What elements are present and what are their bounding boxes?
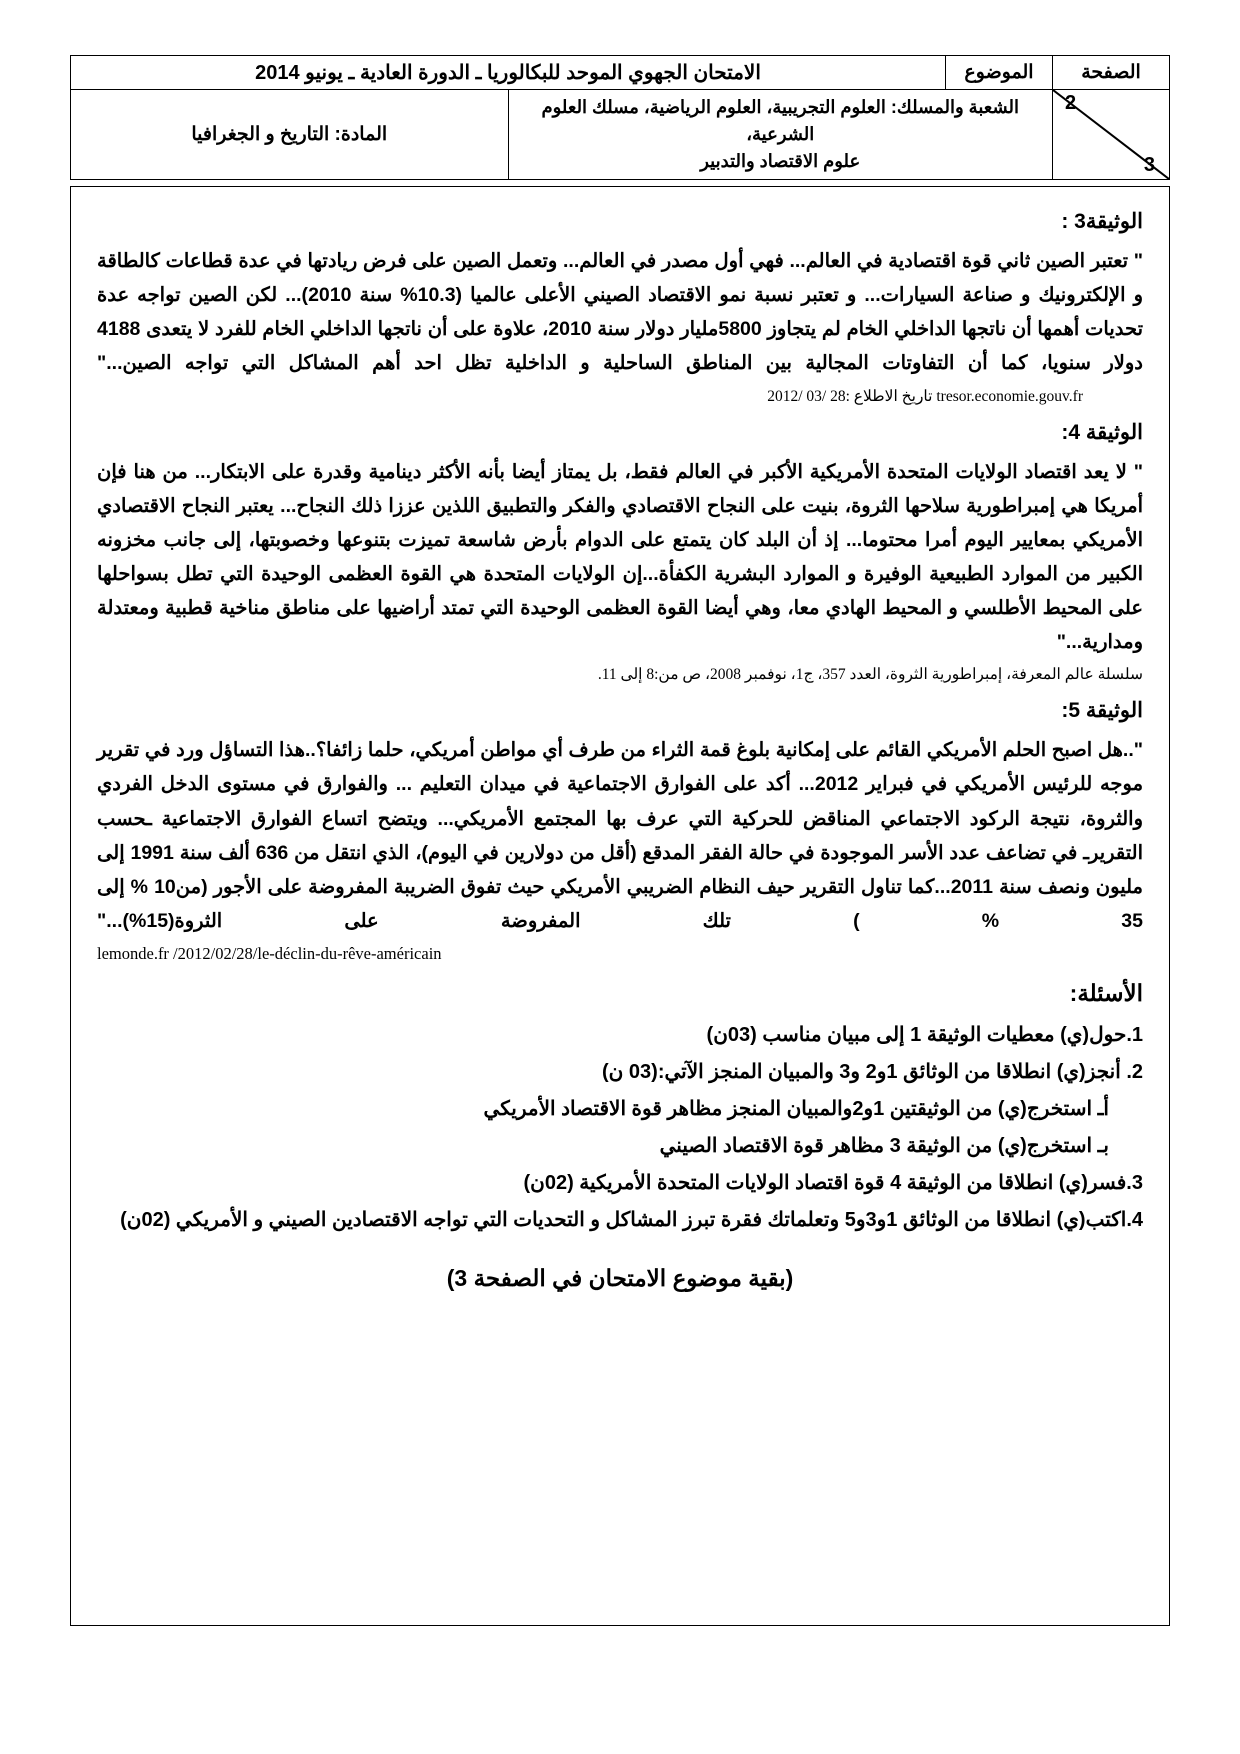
- exam-header-table: [70, 55, 1170, 180]
- document-3-source: [97, 387, 1143, 406]
- document-5-title: الوثيقة 5:: [1061, 699, 1143, 723]
- document-3-source-date: تاريخ الاطلاع :28 /03 /2012: [767, 387, 933, 405]
- document-5-text: "..هل اصبح الحلم الأمريكي القائم على إمكانية بلوغ قمة الثراء من طرف أي مواطن أمريكي، حلما زائفا؟..هذا التساؤل ورد في تقرير موجه للرئيس الأمريكي في فبراير 2012... أكد على الفوارق الاجتماعية في ميدان التعليم ... والفوارق في مستوى الدخل الفردي والثروة، نتيجة الركود الاجتماعي المناقض للحركية التي عرف بها المجتمع الأمريكي... ويتضح اتساع الفوارق الاجتماعية ـحسب التقريرـ في تضاعف عدد الأسر الموجودة في حالة الفقر المدقع (أقل من دولارين في اليوم)، الذي انتقل من 636 ألف سنة 1991 إلى مليون ونصف سنة 2011...كما تناول التقرير حيف النظام الضريبي الأمريكي حيث تفوق الضريبة المفروضة على الأجور (من10 % إلى 35 % ) تلك المفروضة على الثروة(15%)...": [97, 739, 1144, 932]
- header-page-label: الصفحة: [1053, 56, 1170, 90]
- document-block-3: [97, 209, 1143, 406]
- question-item: 4.اكتب(ي) انطلاقا من الوثائق 1و3و5 وتعلماتك فقرة تبرز المشاكل و التحديات التي تواجه الاقتصادين الصيني و الأمريكي (02ن): [120, 1209, 1143, 1231]
- page-number-top: 2: [1065, 92, 1077, 114]
- header-exam-title: [71, 56, 946, 90]
- question-item: أـ استخرج(ي) من الوثيقتين 1و2والمبيان المنجز مظاهر قوة الاقتصاد الأمريكي: [483, 1098, 1109, 1120]
- header-branch: [508, 90, 1053, 180]
- document-4-text: " لا يعد اقتصاد الولايات المتحدة الأمريكية الأكبر في العالم فقط، بل يمتاز أيضا بأنه الأكثر دينامية وقدرة على الابتكار... من هنا فإن أمريكا هي إمبراطورية سلاحها الثروة، بنيت على النجاح الاقتصادي والفكر والتطبيق اللذين عززا ذلك النجاح... يعتبر النجاح الاقتصادي الأمريكي بمعايير اليوم أمرا محتوما... إذ أن البلد كان يتمتع على الدوام بأرض شاسعة تميزت بتنوعها وخصوبتها، إلى جانب مخزونه الكبير من الموارد الطبيعية الوفيرة و الموارد البشرية الكفأة...إن الولايات المتحدة هي القوة العظمى الوحيدة التي تطل بسواحلها على المحيط الأطلسي و المحيط الهادي معا، وهي أيضا القوة العظمى الوحيدة التي تمتد أراضيها على مناطق مناخية قطبية ومعتدلة ومدارية...": [97, 460, 1143, 654]
- page-number-bottom: 3: [1143, 154, 1155, 176]
- header-subject-label: الموضوع: [946, 56, 1053, 90]
- document-3-source-ltr: tresor.economie.gouv.fr: [936, 387, 1083, 405]
- document-block-4: [97, 420, 1143, 685]
- document-3-title: الوثيقة3 :: [1061, 210, 1143, 233]
- document-5-source: lemonde.fr /2012/02/28/le-déclin-du-rêve-américain: [97, 944, 442, 963]
- questions-title: الأسئلة:: [1069, 980, 1143, 1006]
- question-item: بـ استخرج(ي) من الوثيقة 3 مظاهر قوة الاقتصاد الصيني: [659, 1135, 1109, 1157]
- continuation-note: (بقية موضوع الامتحان في الصفحة 3): [446, 1265, 794, 1291]
- question-item: 3.فسر(ي) انطلاقا من الوثيقة 4 قوة اقتصاد الولايات المتحدة الأمريكية (02ن): [523, 1172, 1143, 1194]
- document-3-text: " تعتبر الصين ثاني قوة اقتصادية في العالم... فهي أول مصدر في العالم... وتعمل الصين على فرض ريادتها في عدة قطاعات كالطاقة و الإلكترونيك و صناعة السيارات... و تعتبر نسبة نمو الاقتصاد الصيني الأعلى عالميا (10.3% سنة 2010)... لكن الصين تواجه عدة تحديات أهمها أن ناتجها الداخلي الخام لم يتجاوز 5800مليار دولار سنة 2010، علاوة على أن ناتجها الداخلي الخام للفرد لا يتعدى 4188 دولار سنويا، كما أن التفاوتات المجالية بين المناطق الساحلية و الداخلية تظل احد أهم المشاكل التي تواجه الصين...": [97, 250, 1143, 375]
- branch-line-1: الشعبة والمسلك: العلوم التجريبية، العلوم الرياضية، مسلك العلوم الشرعية،: [541, 97, 1019, 144]
- question-item: 2. أنجز(ي) انطلاقا من الوثائق 1و2 و3 والمبيان المنجز الآتي:(03 ن): [602, 1061, 1143, 1083]
- exam-title-text: الامتحان الجهوي الموحد للبكالوريا ـ الدورة العادية ـ يونيو 2014: [255, 62, 761, 84]
- header-material: المادة: التاريخ و الجغرافيا: [71, 90, 509, 180]
- document-4-source: سلسلة عالم المعرفة، إمبراطورية الثروة، العدد 357، ج1، نوفمبر 2008، ص من:8 إلى 11.: [597, 666, 1143, 684]
- exam-content-frame: [70, 186, 1170, 1626]
- questions-section: [97, 980, 1143, 1239]
- question-item: 1.حول(ي) معطيات الوثيقة 1 إلى مبيان مناسب (03ن): [706, 1024, 1143, 1046]
- document-4-title: الوثيقة 4:: [1061, 420, 1143, 444]
- header-page-numbers: [1053, 90, 1170, 180]
- branch-line-2: علوم الاقتصاد والتدبير: [700, 151, 861, 171]
- document-block-5: [97, 698, 1143, 964]
